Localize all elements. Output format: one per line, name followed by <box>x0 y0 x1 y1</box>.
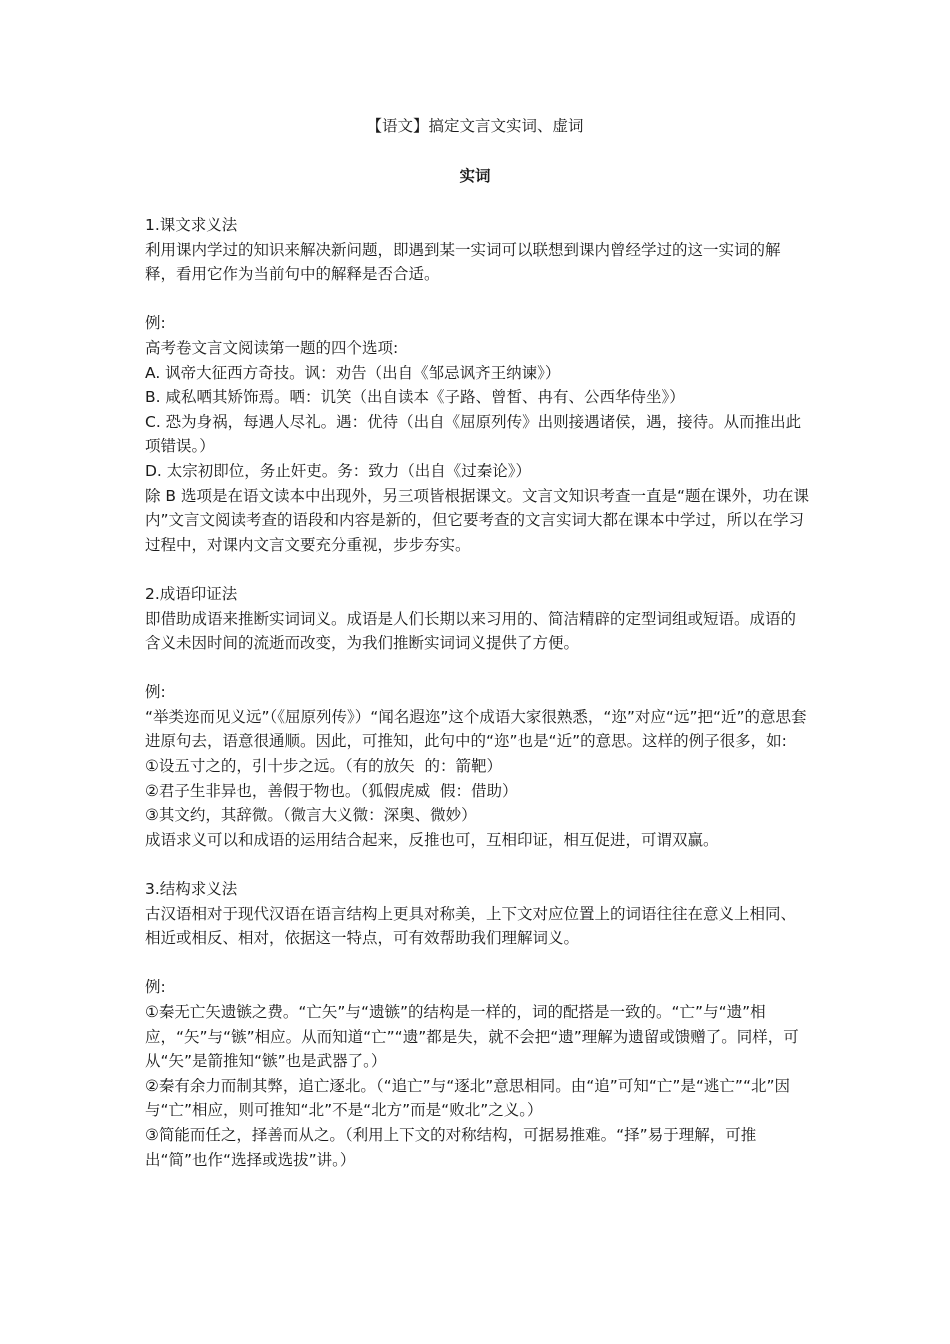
example-item: ③其文约，其辞微。（微言大义微：深奥、微妙） <box>145 806 477 825</box>
option-item: D. 太宗初即位，务止奸吏。务：致力（出自《过秦论》） <box>145 461 532 480</box>
example-item: ①秦无亡矢遗镞之费。“亡矢”与“遗镞”的结构是一样的，词的配搭是一致的。“亡”与“遗”相应，“矢”与“镞”相应。从而知道“亡”“遗”都是失，就不会把“遗”理解为遗留或馈赠了。同样，可从“矢”是箭推知“镞”也是武器了。） <box>145 1003 799 1071</box>
section-title: 实词 <box>459 167 491 185</box>
example-label: 例: <box>145 314 166 333</box>
paragraph: 即借助成语来推断实词词义。成语是人们长期以来习用的、简洁精辟的定型词组或短语。成语的含义未因时间的流逝而改变，为我们推断实词词义提供了方便。 <box>145 609 797 653</box>
example-label: 例: <box>145 683 166 702</box>
example-label: 例: <box>145 978 166 997</box>
example-item: ②君子生非异也，善假于物也。（狐假虎威 假：借助） <box>145 781 518 800</box>
document-body <box>145 213 810 1172</box>
paragraph: 高考卷文言文阅读第一题的四个选项: <box>145 338 399 357</box>
example-item: ①设五寸之的，引十步之远。（有的放矢 的：箭靶） <box>145 757 503 776</box>
section-heading: 3.结构求义法 <box>145 880 238 899</box>
section-heading: 1.课文求义法 <box>145 216 238 234</box>
option-item: B. 咸私哂其矫饰焉。哂：讥笑（出自读本《子路、曾皙、冉有、公西华侍坐》） <box>145 388 685 407</box>
option-item: C. 恐为身祸，每遇人尽礼。遇：优待（出自《屈原列传》出则接遇诸侯，遇，接待。从而推出此项错误。） <box>145 412 802 456</box>
section-heading: 2.成语印证法 <box>145 584 238 603</box>
paragraph: 古汉语相对于现代汉语在语言结构上更具对称美，上下文对应位置上的词语往往在意义上相同、相近或相反、相对，依据这一特点，可有效帮助我们理解词义。 <box>145 904 797 948</box>
example-item: ③简能而任之，择善而从之。（利用上下文的对称结构，可据易推难。“择”易于理解，可推出“简”也作“选择或选拔”讲。） <box>145 1125 757 1169</box>
option-item: A. 讽帝大征西方奇技。讽：劝告（出自《邹忌讽齐王纳谏》） <box>145 363 561 382</box>
example-item: ②秦有余力而制其弊，追亡逐北。（“追亡”与“逐北”意思相同。由“追”可知“亡”是“逃亡”“北”因与“亡”相应，则可推知“北”不是“北方”而是“败北”之义。） <box>145 1076 791 1120</box>
paragraph: “举类迩而见义远”（《屈原列传》）“闻名遐迩”这个成语大家很熟悉，“迩”对应“远”把“近”的意思套进原句去，语意很通顺。因此，可推知，此句中的“迩”也是“近”的意思。这样的例子很多，如: <box>145 707 807 751</box>
paragraph: 成语求义可以和成语的运用结合起来，反推也可，互相印证，相互促进，可谓双赢。 <box>145 830 719 849</box>
paragraph: 利用课内学过的知识来解决新问题，即遇到某一实词可以联想到课内曾经学过的这一实词的解释，看用它作为当前句中的解释是否合适。 <box>145 240 781 284</box>
document-title: 【语文】搞定文言文实词、虚词 <box>366 117 584 135</box>
paragraph: 除 B 选项是在语文读本中出现外，另三项皆根据课文。文言文知识考查一直是“题在课外，功在课内”文言文阅读考查的语段和内容是新的，但它要考查的文言实词大都在课本中学过，所以在学习过程中，对课内文言文要充分重视，步步夯实。 <box>145 486 810 554</box>
